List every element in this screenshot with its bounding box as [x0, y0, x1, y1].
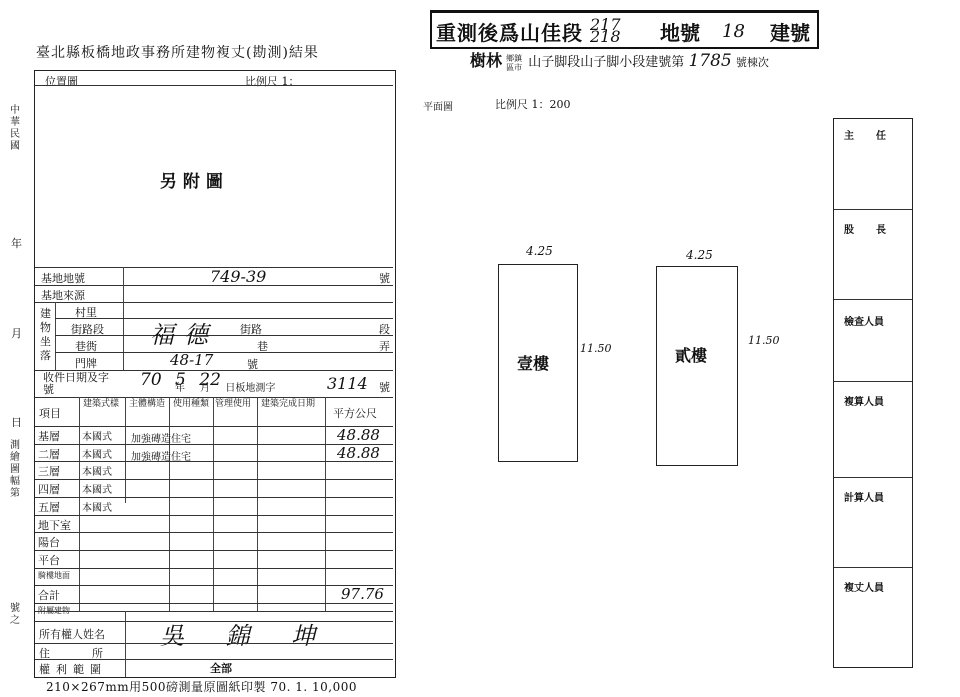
admin-small-bottom: 區市 — [506, 62, 523, 72]
survey-form — [34, 70, 396, 678]
attached-note: 另 附 圖 — [160, 172, 223, 192]
stamp-build-label: 建號 — [770, 21, 810, 45]
divider — [79, 397, 80, 611]
header-admin-line — [470, 48, 769, 72]
build-suffix: 號棟次 — [735, 56, 769, 69]
floor2-plan — [656, 266, 738, 466]
divider — [257, 397, 258, 611]
admin-small — [506, 54, 524, 72]
rights-value: 全部 — [210, 662, 232, 675]
floor-style: 本國式 — [82, 432, 112, 443]
margin-day: 日 — [11, 416, 22, 429]
approval-sidebar — [833, 118, 913, 668]
address-group-label: 建物坐落 — [40, 307, 51, 362]
divider — [55, 302, 56, 370]
plan-scale: 比例尺 1：200 — [495, 98, 571, 111]
floor-label: 陽台 — [38, 536, 60, 550]
room1-width: 4.25 — [526, 244, 553, 258]
divider — [834, 209, 912, 210]
divider — [325, 397, 326, 611]
scale-label: 比例尺 1： — [245, 75, 300, 88]
duan-label: 段 — [379, 323, 390, 336]
receipt-number: 3114 — [327, 374, 368, 393]
divider — [55, 352, 393, 353]
margin-sheet: 測繪圖幅第 — [10, 440, 20, 499]
floor1-plan — [498, 264, 578, 462]
col-manage: 管理使用 — [215, 399, 252, 409]
divider — [35, 643, 393, 644]
receipt-label: 收件日期及字號 — [43, 371, 109, 396]
area-2: 48.88 — [337, 444, 380, 462]
floor-style: 本國式 — [82, 502, 112, 514]
village-label: 村里 — [75, 306, 97, 319]
inspector-label: 檢查人員 — [844, 317, 884, 328]
divider — [834, 299, 912, 300]
divider — [35, 532, 393, 533]
floor-label: 附屬建物 — [38, 606, 70, 615]
col-use: 使用種類 — [173, 399, 210, 409]
floor-label: 合計 — [38, 589, 60, 603]
divider — [55, 318, 393, 319]
calculator-label: 計算人員 — [844, 493, 884, 504]
title-stamp — [430, 10, 819, 49]
stamp-lot-number: 18 — [722, 21, 745, 42]
divider — [35, 515, 393, 516]
margin-year-label: 中華民國 — [10, 105, 20, 152]
section-line: 山子脚段山子脚小段建號第 — [528, 55, 685, 70]
stamp-section-number: 217 218 — [590, 15, 621, 46]
plan-title: 平面圖 — [423, 102, 453, 113]
structure-2: 加強磚造住宅 — [131, 452, 191, 463]
room2-height: 11.50 — [748, 334, 780, 347]
divider — [834, 477, 912, 478]
door-label: 門牌 — [75, 357, 97, 370]
divider — [35, 85, 393, 86]
floor-label: 三層 — [38, 465, 60, 479]
divider — [35, 285, 393, 286]
base-no-suffix: 號 — [379, 272, 390, 285]
base-no-value: 749-39 — [210, 267, 267, 286]
form-footer: 210×267mm用500磅測量原圖紙印製 70. 1. 10,000 — [46, 680, 357, 694]
divider — [35, 603, 393, 604]
divider — [35, 302, 393, 303]
nong-label: 弄 — [379, 340, 390, 353]
structure-1: 加強磚造住宅 — [131, 434, 191, 445]
margin-no: 號之 — [10, 603, 20, 626]
street-suffix: 街路 — [240, 323, 262, 336]
street-name: 福德 — [150, 321, 218, 349]
divider — [125, 611, 126, 677]
lane-label: 巷衖 — [75, 340, 97, 353]
floor-label: 地下室 — [38, 518, 71, 532]
divider — [834, 381, 912, 382]
area-1: 48.88 — [337, 426, 380, 444]
divider — [35, 479, 393, 480]
margin-month: 月 — [11, 327, 22, 340]
col-area: 平方公尺 — [333, 407, 377, 420]
margin-year: 年 — [11, 237, 22, 250]
section-head-label: 股長 — [844, 225, 908, 236]
divider — [35, 568, 393, 569]
divider — [35, 497, 393, 498]
floor-label: 五層 — [38, 500, 60, 514]
divider — [35, 585, 393, 586]
col-style: 建築式樣 — [83, 399, 120, 409]
divider — [35, 611, 393, 612]
build-number: 1785 — [688, 51, 732, 71]
surveyor-label: 複丈人員 — [844, 583, 884, 594]
divider — [35, 397, 393, 398]
door-number: 48-17 — [170, 351, 214, 369]
admin-name: 樹林 — [470, 51, 503, 70]
stamp-section-label: 重測後爲山佳段 — [436, 21, 583, 45]
col-complete: 建築完成日期 — [261, 399, 316, 409]
floor-style: 本國式 — [82, 485, 112, 497]
rights-label: 權利範圍 — [39, 663, 107, 676]
area-total: 97.76 — [341, 585, 384, 603]
xiang-label: 巷 — [257, 340, 268, 353]
divider — [213, 397, 214, 611]
form-title: 臺北縣板橋地政事務所建物複丈(勘測)結果 — [36, 45, 319, 61]
room1-height: 11.50 — [580, 342, 612, 355]
divider — [35, 550, 393, 551]
receipt-suffix: 號 — [379, 381, 390, 394]
divider — [834, 567, 912, 568]
col-structure: 主體構造 — [129, 399, 166, 409]
floor-label: 基層 — [38, 430, 60, 443]
hao-label: 號 — [247, 358, 258, 371]
floor-style: 本國式 — [82, 449, 112, 461]
floor-label: 平台 — [38, 553, 60, 567]
owner-name: 吳 錦 坤 — [160, 622, 316, 650]
address-label: 住所 — [39, 647, 145, 660]
receipt-date-labels: 年 月 日板地測字 — [175, 383, 276, 394]
stamp-lot-label: 地號 — [660, 21, 700, 45]
floor-label: 騎樓地面 — [38, 570, 70, 580]
floor-style: 本國式 — [82, 467, 112, 479]
road-label: 街路段 — [71, 323, 104, 336]
rechecker-label: 複算人員 — [844, 397, 884, 408]
base-no-label: 基地地號 — [41, 272, 85, 285]
floor2-label: 貳樓 — [675, 346, 708, 365]
divider — [125, 397, 126, 503]
divider — [55, 335, 393, 336]
receipt-date: 70 5 22 — [140, 370, 221, 390]
floor-label: 四層 — [38, 483, 60, 497]
col-item: 項目 — [39, 407, 61, 420]
owner-label: 所有權人姓名 — [39, 628, 105, 641]
admin-small-top: 鄉鎮 — [506, 53, 523, 63]
chief-label: 主任 — [844, 131, 908, 142]
floor-label: 二層 — [38, 447, 60, 461]
room2-width: 4.25 — [686, 248, 713, 262]
base-src-label: 基地來源 — [41, 289, 85, 302]
location-map-label: 位置圖 — [45, 75, 78, 88]
floor1-label: 壹樓 — [517, 354, 550, 373]
